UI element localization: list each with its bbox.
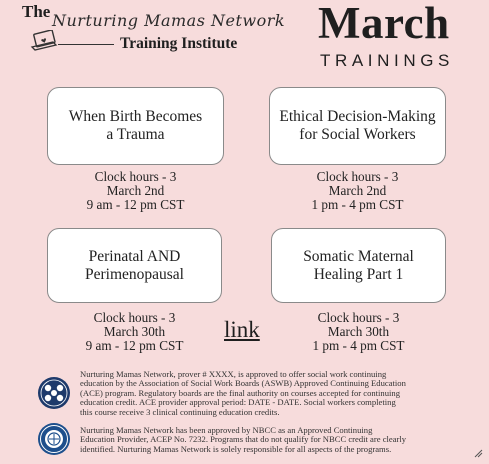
brand-divider: [58, 44, 114, 45]
clock-hours: Clock hours - 3: [317, 310, 400, 325]
nbcc-disclaimer: Nurturing Mamas Network has been approved by NBCC as an Approved Continuing Education Provider, ACEP No. 7232. Programs that do not qualify for NBCC credit are clearly identified. Nurturing Mamas Network is solely responsible for all aspects of the programs.: [80, 425, 407, 454]
training-title: Somatic Maternal Healing Part 1: [303, 247, 414, 283]
page-title-month: March: [318, 0, 450, 48]
brand-the: The: [22, 2, 51, 21]
training-time: 9 am - 12 pm CST: [85, 338, 184, 353]
training-card-somatic[interactable]: [271, 228, 446, 303]
training-time: 9 am - 12 pm CST: [86, 197, 185, 212]
laptop-heart-icon: [29, 30, 59, 52]
clock-hours: Clock hours - 3: [93, 310, 176, 325]
training-details: [271, 311, 446, 353]
clock-hours: Clock hours - 3: [316, 169, 399, 184]
training-time: 1 pm - 4 pm CST: [312, 338, 405, 353]
resize-handle-icon[interactable]: [473, 448, 483, 458]
training-card-perinatal[interactable]: [47, 228, 222, 303]
training-title: Perinatal AND Perimenopausal: [84, 247, 184, 283]
training-date: March 2nd: [328, 183, 387, 198]
training-time: 1 pm - 4 pm CST: [311, 197, 404, 212]
training-details: [47, 311, 222, 353]
page-subtitle: TRAININGS: [320, 51, 454, 70]
brand-org-name: Nurturing Mamas Network: [52, 11, 286, 30]
training-title: When Birth Becomes a Trauma: [68, 108, 203, 143]
training-date: March 2nd: [106, 183, 165, 198]
training-card-ethics[interactable]: [269, 87, 446, 165]
registration-link[interactable]: link: [224, 317, 260, 342]
training-title: Ethical Decision-Making for Social Workers: [279, 108, 436, 143]
brand-institute: Training Institute: [120, 35, 238, 52]
training-details: [47, 170, 224, 212]
aswb-ace-logo-icon: [37, 376, 71, 410]
training-card-birth-trauma[interactable]: [47, 87, 224, 165]
aswb-disclaimer: Nurturing Mamas Network, prover # XXXX, is approved to offer social work continuing education by the Association of Social Work Boards (ASWB) Approved Continuing Education (ACE) program. Regulatory boards are the final authority on courses accepted for continuing education credit. ACE provider approval period: DATE - DATE. Social workers completing this course receive 3 clinical continuing education credits.: [80, 369, 406, 417]
training-details: [269, 170, 446, 212]
training-date: March 30th: [327, 324, 390, 339]
nbcc-seal-icon: [37, 422, 71, 456]
clock-hours: Clock hours - 3: [94, 169, 177, 184]
training-date: March 30th: [103, 324, 166, 339]
